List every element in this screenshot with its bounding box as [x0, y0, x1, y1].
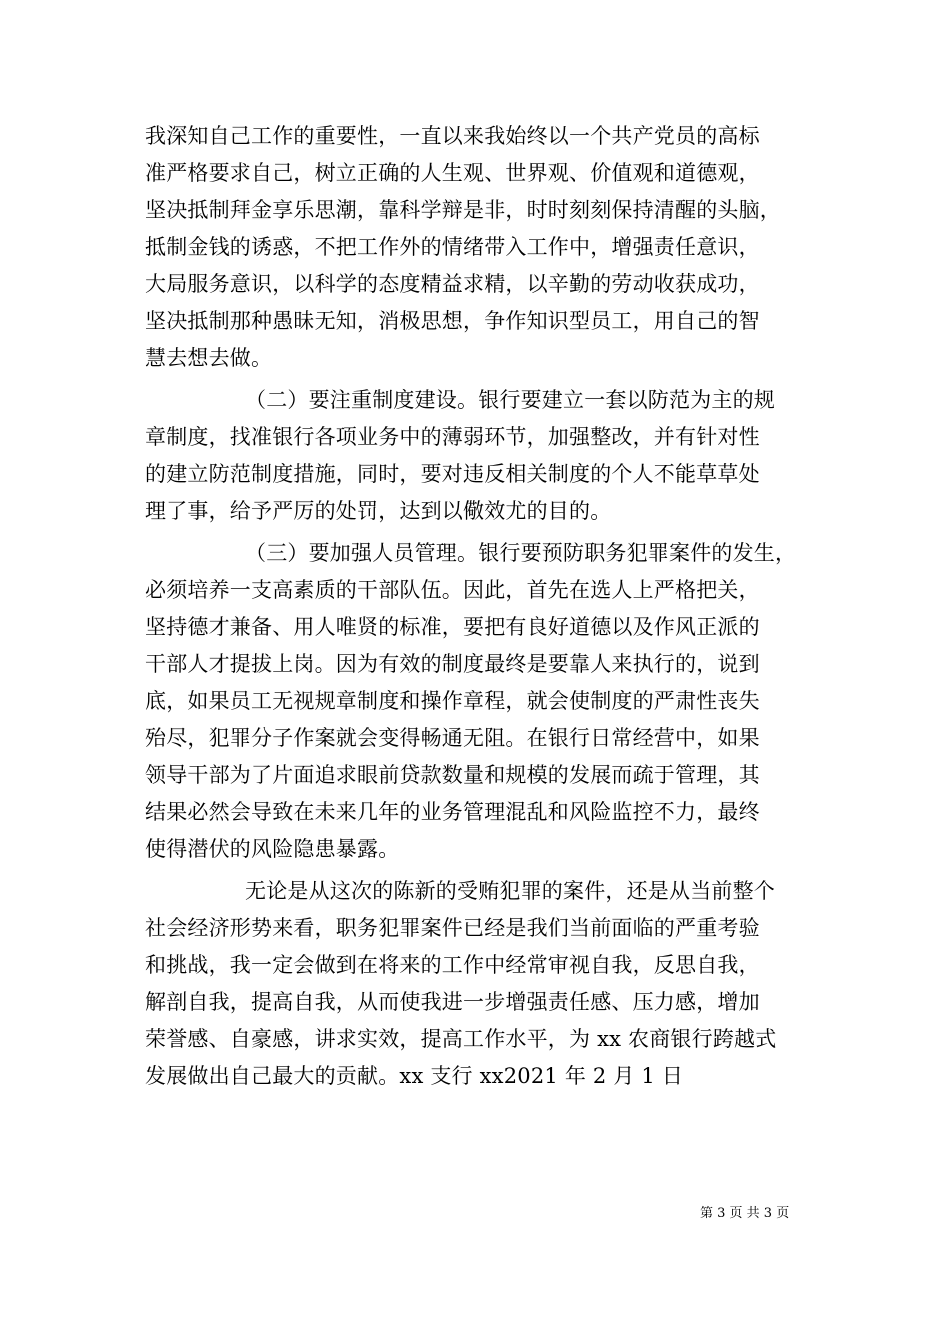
text-line: 使得潜伏的风险隐患暴露。	[145, 837, 400, 861]
text-line: 慧去想去做。	[145, 346, 273, 370]
text-line: （三）要加强人员管理。银行要预防职务犯罪案件的发生，	[245, 541, 797, 565]
text-line: 必须培养一支高素质的干部队伍。因此，首先在选人上严格把关，	[145, 578, 760, 602]
text-line: 坚持德才兼备、用人唯贤的标准，要把有良好道德以及作风正派的	[145, 615, 760, 639]
text-line: 解剖自我，提高自我，从而使我进一步增强责任感、压力感，增加	[145, 990, 760, 1014]
text-line: 发展做出自己最大的贡献。xx 支行 xx2021 年 2 月 1 日	[145, 1064, 684, 1088]
text-line: 社会经济形势来看，职务犯罪案件已经是我们当前面临的严重考验	[145, 916, 760, 940]
text-line: 准严格要求自己，树立正确的人生观、世界观、价值观和道德观，	[145, 161, 760, 185]
text-line: 结果必然会导致在未来几年的业务管理混乱和风险监控不力，最终	[145, 800, 760, 824]
text-line: 坚决抵制拜金享乐思潮，靠科学辩是非，时时刻刻保持清醒的头脑，	[145, 198, 781, 222]
text-line: 大局服务意识，以科学的态度精益求精，以辛勤的劳动收获成功，	[145, 272, 760, 296]
document-body	[145, 118, 810, 1095]
paragraph-4	[145, 873, 810, 1095]
text-line: 我深知自己工作的重要性，一直以来我始终以一个共产党员的高标	[145, 124, 760, 148]
text-line: 理了事，给予严厉的处罚，达到以儆效尤的目的。	[145, 499, 612, 523]
text-line: 底，如果员工无视规章制度和操作章程，就会使制度的严肃性丧失	[145, 689, 760, 713]
text-line: 干部人才提拔上岗。因为有效的制度最终是要靠人来执行的，说到	[145, 652, 760, 676]
text-line: 无论是从这次的陈新的受贿犯罪的案件，还是从当前整个	[245, 879, 775, 903]
text-line: 坚决抵制那种愚昧无知，消极思想，争作知识型员工，用自己的智	[145, 309, 760, 333]
text-line: 抵制金钱的诱惑，不把工作外的情绪带入工作中，增强责任意识，	[145, 235, 760, 259]
text-line: 领导干部为了片面追求眼前贷款数量和规模的发展而疏于管理，其	[145, 763, 760, 787]
text-line: 的建立防范制度措施，同时，要对违反相关制度的个人不能草草处	[145, 462, 760, 486]
text-line: 章制度，找准银行各项业务中的薄弱环节，加强整改，并有针对性	[145, 425, 760, 449]
paragraph-1	[145, 118, 810, 377]
text-line: 和挑战，我一定会做到在将来的工作中经常审视自我，反思自我，	[145, 953, 760, 977]
paragraph-2	[145, 382, 810, 530]
text-line: 殆尽，犯罪分子作案就会变得畅通无阻。在银行日常经营中，如果	[145, 726, 760, 750]
page-number-footer: 第 3 页 共 3 页	[700, 1206, 790, 1221]
text-line: （二）要注重制度建设。银行要建立一套以防范为主的规	[245, 388, 775, 412]
text-line: 荣誉感、自豪感，讲求实效，提高工作水平，为 xx 农商银行跨越式	[145, 1027, 777, 1051]
paragraph-3	[145, 535, 810, 868]
